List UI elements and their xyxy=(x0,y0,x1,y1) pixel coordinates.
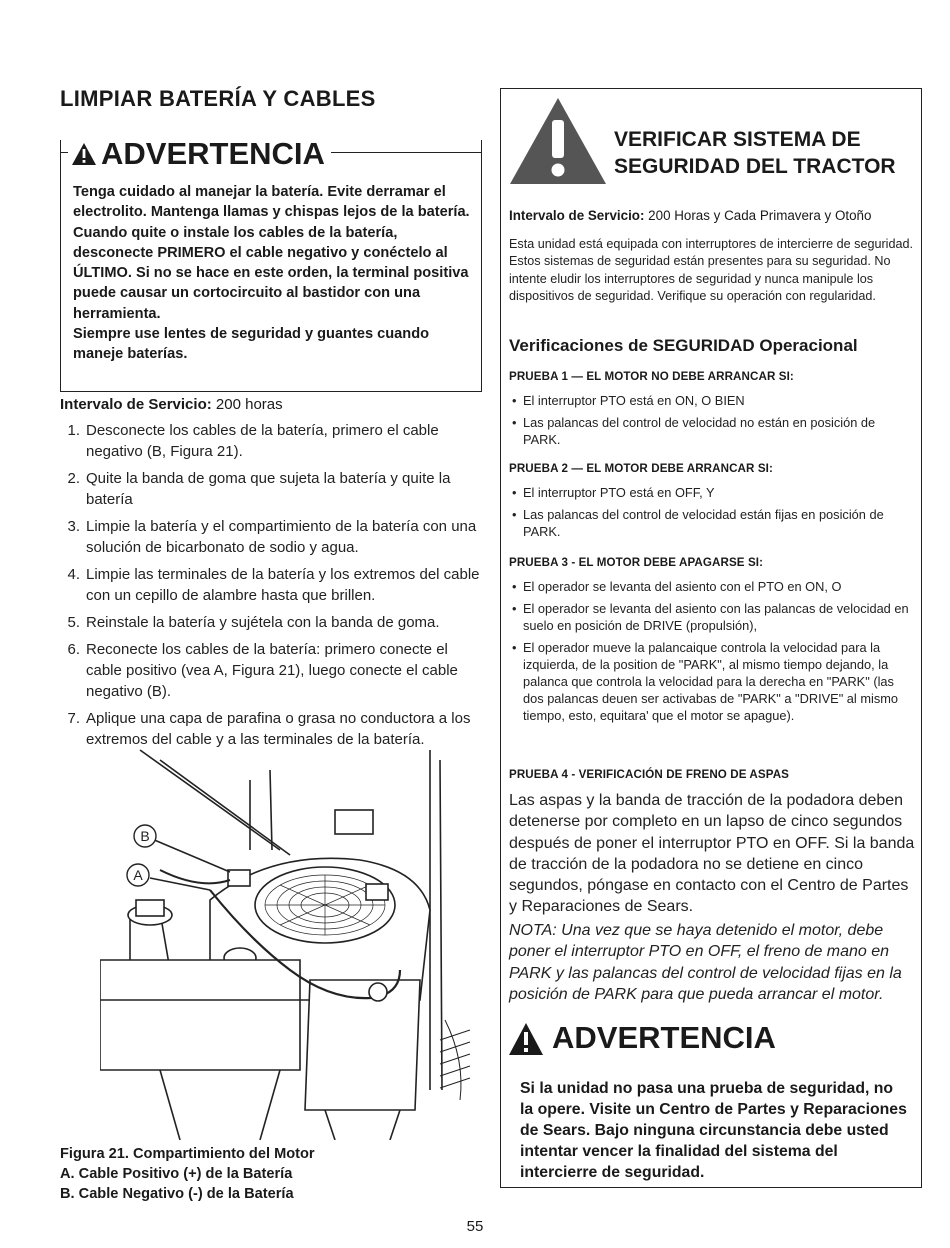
safety-warning-text: Si la unidad no pasa una prueba de seguridad, no la opere. Visite un Centro de Partes y Reparaciones de Sears. Bajo ninguna circunstancia debe usted intentar vencer la finalidad del sistema del intercierre de seguridad. xyxy=(520,1080,907,1181)
battery-service-interval: Intervalo de Servicio: 200 horas xyxy=(60,396,283,413)
list-item: 2. Quite la banda de goma que sujeta la batería y quite la batería xyxy=(67,470,451,508)
list-item: 4. Limpie las terminales de la batería y los extremos del cable con un cepillo de alambre hasta que brillen. xyxy=(67,566,480,604)
list-item: • Las palancas del control de velocidad están fijas en posición de PARK. xyxy=(509,506,915,540)
battery-warning-box xyxy=(60,136,482,392)
warning-triangle-icon xyxy=(71,142,97,166)
test-2-list xyxy=(509,484,915,545)
note-text: NOTA: Una vez que se haya detenido el motor, debe poner el interruptor PTO en OFF, el freno de mano en PARK y las palancas del control de velocidad fijas en la posición de PARK para que pueda arrancar el motor. xyxy=(509,922,902,1003)
operational-checks-subhead: Verificaciones de SEGURIDAD Operacional xyxy=(509,336,858,355)
test-1-heading: PRUEBA 1 — EL MOTOR NO DEBE ARRANCAR SI: xyxy=(509,370,794,383)
test-3-heading: PRUEBA 3 - EL MOTOR DEBE APAGARSE SI: xyxy=(509,556,764,569)
list-item: 1. Desconecte los cables de la batería, primero el cable negativo (B, Figura 21). xyxy=(67,422,439,460)
safety-service-interval: Intervalo de Servicio: 200 Horas y Cada Primavera y Otoño xyxy=(509,208,872,223)
section-heading-battery: LIMPIAR BATERÍA Y CABLES xyxy=(60,86,376,111)
test-1-list xyxy=(509,392,915,453)
figure-caption: Figura 21. Compartimiento del Motor A. Cable Positivo (+) de la Batería B. Cable Negativo (-) de la Batería xyxy=(60,1146,315,1202)
safety-intro-text: Esta unidad está equipada con interruptores de intercierre de seguridad. Estos sistemas de seguridad están presentes para su seguridad. No intente eludir los interruptores de seguridad y nunca manipule los dispositivos de seguridad. Verifique su operación con regularidad. xyxy=(509,237,913,304)
page-number: 55 xyxy=(466,1218,484,1235)
test-4-heading: PRUEBA 4 - VERIFICACIÓN DE FRENO DE ASPAS xyxy=(509,768,790,781)
test-4-text: Las aspas y la banda de tracción de la podadora deben detenerse por completo en un lapso de cinco segundos después de poner el interruptor PTO en OFF. Si la banda de tracción de la podadora no se detiene en cinco segundos, póngase en contacto con el Centro de Partes y Reparaciones de Sears. xyxy=(509,792,915,916)
list-item: • El operador se levanta del asiento con las palancas de velocidad en suelo en posición de DRIVE (propulsión), xyxy=(509,600,915,634)
warning-triangle-icon xyxy=(508,96,608,186)
list-item: • El operador mueve la palancaique controla la velocidad para la izquierda, de la position de "PARK", al mismo tiempo dejando, la palanca que controla la velocidad para la derecha en "PARK" (las dos palancas deuen ser activabas de "PARK" a "DRIVE" al mismo tiempo, esto, equitara' que el motor se apague). xyxy=(509,639,915,724)
battery-warning-text: Tenga cuidado al manejar la batería. Evite derramar el electrolito. Mantenga llamas y chispas lejos de la batería. Cuando quite o instale los cables de la batería, desconecte PRIMERO el cable negativo y conéctelo al ÚLTIMO. Si no se hace en este orden, la terminal positiva puede causar un cortocircuito al bastidor con una herramienta. Siempre use lentes de seguridad y guantes cuando maneje baterías. xyxy=(73,184,470,363)
safety-warning-title: ADVERTENCIA xyxy=(508,1020,776,1056)
list-item: • Las palancas del control de velocidad no están en posición de PARK. xyxy=(509,414,915,448)
list-item: • El interruptor PTO está en ON, O BIEN xyxy=(509,392,915,409)
list-item: • El operador se levanta del asiento con el PTO en ON, O xyxy=(509,578,915,595)
test-2-heading: PRUEBA 2 — EL MOTOR DEBE ARRANCAR SI: xyxy=(509,462,773,475)
battery-warning-title: ADVERTENCIA xyxy=(71,136,325,172)
list-item: • El interruptor PTO está en OFF, Y xyxy=(509,484,915,501)
list-item: 5. Reinstale la batería y sujétela con la banda de goma. xyxy=(67,614,440,631)
list-item: 7. Aplique una capa de parafina o grasa no conductora a los extremos del cable y a las terminales de la batería. xyxy=(67,710,471,748)
battery-steps-list xyxy=(60,420,480,756)
warning-triangle-icon xyxy=(508,1022,544,1056)
figure-label-b: B xyxy=(140,828,150,844)
figure-label-a: A xyxy=(133,867,143,883)
test-3-list xyxy=(509,578,915,729)
engine-compartment-illustration xyxy=(100,740,482,1140)
list-item: 3. Limpie la batería y el compartimiento de la batería con una solución de bicarbonato de sodio y agua. xyxy=(67,518,477,556)
safety-check-title: VERIFICAR SISTEMA DE SEGURIDAD DEL TRACTOR xyxy=(614,128,896,178)
list-item: 6. Reconecte los cables de la batería: primero conecte el cable positivo (vea A, Figura 21), luego conecte el cable negativo (B). xyxy=(67,641,458,700)
